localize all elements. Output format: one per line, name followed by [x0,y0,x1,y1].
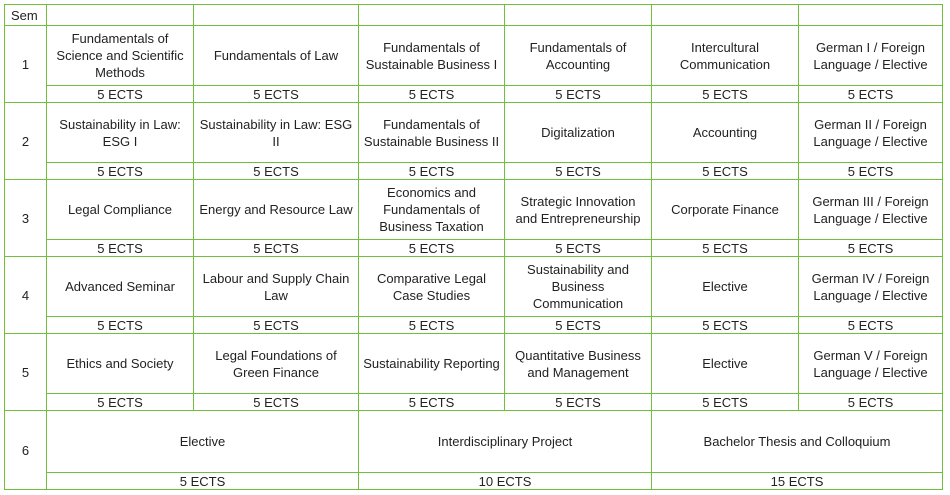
course-cell: German IV / Foreign Language / Elective [799,257,943,317]
ects-cell: 5 ECTS [194,163,359,180]
ects-cell: 5 ECTS [47,163,194,180]
ects-cell: 5 ECTS [799,394,943,411]
course-cell: Digitalization [505,103,652,163]
semester-row [5,411,943,473]
ects-cell: 5 ECTS [652,394,799,411]
ects-cell: 5 ECTS [47,240,194,257]
course-cell: Elective [47,411,359,473]
header-cell [47,5,194,26]
course-cell: Bachelor Thesis and Colloquium [652,411,943,473]
semester-number: 1 [5,26,47,103]
curriculum-table [4,4,943,490]
ects-cell: 5 ECTS [652,240,799,257]
ects-cell: 5 ECTS [505,86,652,103]
ects-cell: 5 ECTS [505,394,652,411]
course-cell: Comparative Legal Case Studies [359,257,505,317]
course-cell: Legal Foundations of Green Finance [194,334,359,394]
ects-row [5,240,943,257]
course-cell: German V / Foreign Language / Elective [799,334,943,394]
ects-cell: 5 ECTS [799,240,943,257]
ects-cell: 5 ECTS [47,86,194,103]
course-cell: German II / Foreign Language / Elective [799,103,943,163]
ects-cell: 5 ECTS [652,317,799,334]
course-cell: Strategic Innovation and Entrepreneurship [505,180,652,240]
ects-cell: 5 ECTS [359,240,505,257]
course-cell: Fundamentals of Sustainable Business I [359,26,505,86]
semester-row [5,26,943,86]
ects-row [5,394,943,411]
curriculum-wrapper [4,4,943,490]
sem-header: Sem [5,5,47,26]
semester-row [5,180,943,240]
course-cell: German I / Foreign Language / Elective [799,26,943,86]
semester-row [5,103,943,163]
ects-cell: 5 ECTS [359,163,505,180]
ects-cell: 5 ECTS [799,163,943,180]
ects-cell: 5 ECTS [47,317,194,334]
ects-cell: 5 ECTS [194,86,359,103]
ects-row [5,317,943,334]
ects-cell: 5 ECTS [652,163,799,180]
ects-cell: 15 ECTS [652,473,943,490]
course-cell: Advanced Seminar [47,257,194,317]
course-cell: Interdisciplinary Project [359,411,652,473]
ects-cell: 5 ECTS [359,317,505,334]
course-cell: Sustainability and Business Communication [505,257,652,317]
ects-cell: 5 ECTS [194,240,359,257]
course-cell: Fundamentals of Law [194,26,359,86]
ects-row [5,473,943,490]
semester-number: 4 [5,257,47,334]
course-cell: Elective [652,334,799,394]
semester-number: 3 [5,180,47,257]
ects-row [5,86,943,103]
course-cell: Labour and Supply Chain Law [194,257,359,317]
course-cell: Quantitative Business and Management [505,334,652,394]
ects-cell: 5 ECTS [194,317,359,334]
ects-cell: 5 ECTS [799,86,943,103]
course-cell: German III / Foreign Language / Elective [799,180,943,240]
course-cell: Fundamentals of Sustainable Business II [359,103,505,163]
course-cell: Accounting [652,103,799,163]
ects-cell: 5 ECTS [505,240,652,257]
course-cell: Energy and Resource Law [194,180,359,240]
course-cell: Sustainability in Law: ESG I [47,103,194,163]
header-cell [359,5,505,26]
header-cell [799,5,943,26]
course-cell: Legal Compliance [47,180,194,240]
ects-cell: 5 ECTS [505,163,652,180]
course-cell: Economics and Fundamentals of Business Taxation [359,180,505,240]
semester-row [5,334,943,394]
header-cell [505,5,652,26]
header-cell [652,5,799,26]
ects-cell: 5 ECTS [505,317,652,334]
course-cell: Fundamentals of Accounting [505,26,652,86]
semester-row [5,257,943,317]
ects-cell: 5 ECTS [799,317,943,334]
course-cell: Elective [652,257,799,317]
semester-number: 5 [5,334,47,411]
semester-number: 6 [5,411,47,490]
ects-cell: 5 ECTS [47,473,359,490]
course-cell: Corporate Finance [652,180,799,240]
ects-cell: 5 ECTS [194,394,359,411]
ects-cell: 5 ECTS [652,86,799,103]
course-cell: Sustainability Reporting [359,334,505,394]
course-cell: Sustainability in Law: ESG II [194,103,359,163]
ects-row [5,163,943,180]
ects-cell: 5 ECTS [359,394,505,411]
course-cell: Ethics and Society [47,334,194,394]
semester-number: 2 [5,103,47,180]
course-cell: Intercultural Communication [652,26,799,86]
header-row [5,5,943,26]
ects-cell: 5 ECTS [359,86,505,103]
ects-cell: 10 ECTS [359,473,652,490]
header-cell [194,5,359,26]
ects-cell: 5 ECTS [47,394,194,411]
course-cell: Fundamentals of Science and Scientific Methods [47,26,194,86]
